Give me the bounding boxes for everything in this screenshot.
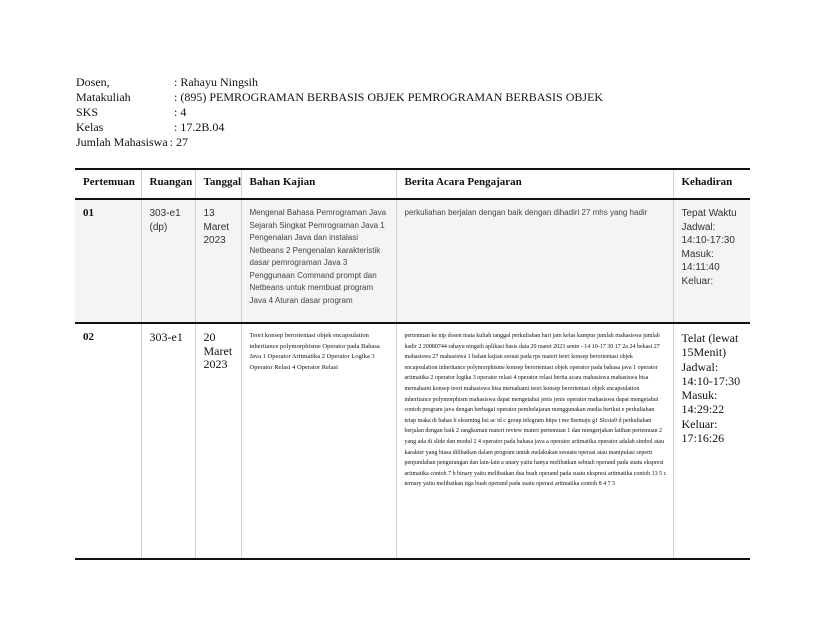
col-header-kehadiran: Kehadiran bbox=[673, 169, 750, 199]
ruangan-cell: 303-e1 (dp) bbox=[141, 199, 195, 323]
sks-label: SKS bbox=[76, 105, 99, 119]
matakuliah-label: Matakuliah bbox=[76, 90, 131, 104]
kelas-label: Kelas bbox=[76, 120, 104, 134]
matakuliah-value: : (895) PEMROGRAMAN BERBASIS OBJEK PEMROGRAMAN BERBASIS OBJEK bbox=[174, 90, 604, 104]
pertemuan-cell: 02 bbox=[75, 323, 141, 559]
course-info-header bbox=[76, 75, 603, 150]
matakuliah-row bbox=[76, 90, 603, 105]
jumlah-label: Jumlah Mahasiswa bbox=[76, 135, 168, 149]
table-row bbox=[75, 199, 750, 323]
bahan-kajian-cell: Teori konsep berorientasi objek encapsulation inheritance polymorphisme Operator pada Bahasa Java 1 Operator Aritmatika 2 Operator Logika 3 Operator Relasi 4 Operator Relasi bbox=[241, 323, 396, 559]
sks-row bbox=[76, 105, 603, 120]
dosen-row bbox=[76, 75, 603, 90]
kelas-value: : 17.2B.04 bbox=[174, 120, 225, 134]
col-header-tanggal: Tanggal bbox=[195, 169, 241, 199]
col-header-bahan-kajian: Bahan Kajian bbox=[241, 169, 396, 199]
jumlah-value: : 27 bbox=[169, 135, 188, 149]
table-header-row bbox=[75, 169, 750, 199]
tanggal-cell: 13 Maret 2023 bbox=[195, 199, 241, 323]
berita-acara-cell: pertemuan ke nip dosen mata kuliah tanggal perkuliahan hari jam kelas kampus jumlah mahasiswa jumlah hadir 2 20080744 rahayu ningsih aplikasi basis data 20 maret 2023 senin - 14 10-17 30 17 2a 24 bekasi 27 mahasiswa 27 mahasiswa 1 bahan kajian sesuai pada rps materi teori konsep berorientasi objek encapsulation inheritance polymorphisme konsep berorientasi objek operator pada bahasa java 1 operator aritmatika 2 operator logika 3 operator relasi 4 operator relasi berita acara mahasiswa mahasiswa bisa memahami konsep teori mahasiswa bisa memahami teori konsep berorientasi objek encapsulation inheritance polymorphism mahasiswa dapat mengetahui jenis jenis operator mahasiswa dapat mengetahui contoh program java dengan berbagai operator pembelajaran menggunakan media berikut e perkuliahan tetap maka di bahas b elearning bsi ac id c group telegram https t me 8semaju g1 Slcsia9 d perkuliahan berjalan dengan baik 2 rangkuman materi review materi pertemuan 1 dan mengerjakan latihan pertemuan 2 yang ada di slide dan modul 2 4 operator pada bahasa java a operator aritmatika operator adalah simbol atau karakter yang biasa dilibatkan dalam program untuk melakukan sesuatu operasi atau manipulasi seperti penjumlahan pengurangan dan lain-lain a unary yaitu hanya melibatkan sebuah operand pada suatu ekspresi aritmatika contoh 7 b binary yaitu melibatkan dua buah operand pada suatu ekspresi aritmatika contoh 13 5 c ternary yaitu melibatkan tiga buah operand pada suatu operasi aritmatika contoh 8 4 7 5 bbox=[396, 323, 673, 559]
dosen-label: Dosen, bbox=[76, 75, 110, 89]
col-header-pertemuan: Pertemuan bbox=[75, 169, 141, 199]
table-row bbox=[75, 323, 750, 559]
berita-acara-cell: perkuliahan berjalan dengan baik dengan dihadiri 27 mhs yang hadir bbox=[396, 199, 673, 323]
col-header-berita-acara: Berita Acara Pengajaran bbox=[396, 169, 673, 199]
jumlah-row bbox=[76, 135, 603, 150]
ruangan-cell: 303-e1 bbox=[141, 323, 195, 559]
sks-value: : 4 bbox=[174, 105, 187, 119]
kehadiran-cell: Telat (lewat 15Menit) Jadwal: 14:10-17:30 Masuk: 14:29:22 Keluar: 17:16:26 bbox=[673, 323, 750, 559]
pertemuan-cell: 01 bbox=[75, 199, 141, 323]
kehadiran-cell: Tepat Waktu Jadwal: 14:10-17:30 Masuk: 14:11:40 Keluar: bbox=[673, 199, 750, 323]
dosen-value: : Rahayu Ningsih bbox=[174, 75, 258, 89]
kelas-row bbox=[76, 120, 603, 135]
bahan-kajian-cell: Mengenal Bahasa Pemrograman Java Sejarah Singkat Pemrograman Java 1 Pengenalan Java dan instalasi Netbeans 2 Pengenalan karakteristik dasar pemrograman Java 3 Penggunaan Command prompt dan Netbeans untuk membuat program Java 4 Aturan dasar program bbox=[241, 199, 396, 323]
tanggal-cell: 20 Maret 2023 bbox=[195, 323, 241, 559]
attendance-table bbox=[75, 168, 750, 560]
col-header-ruangan: Ruangan bbox=[141, 169, 195, 199]
